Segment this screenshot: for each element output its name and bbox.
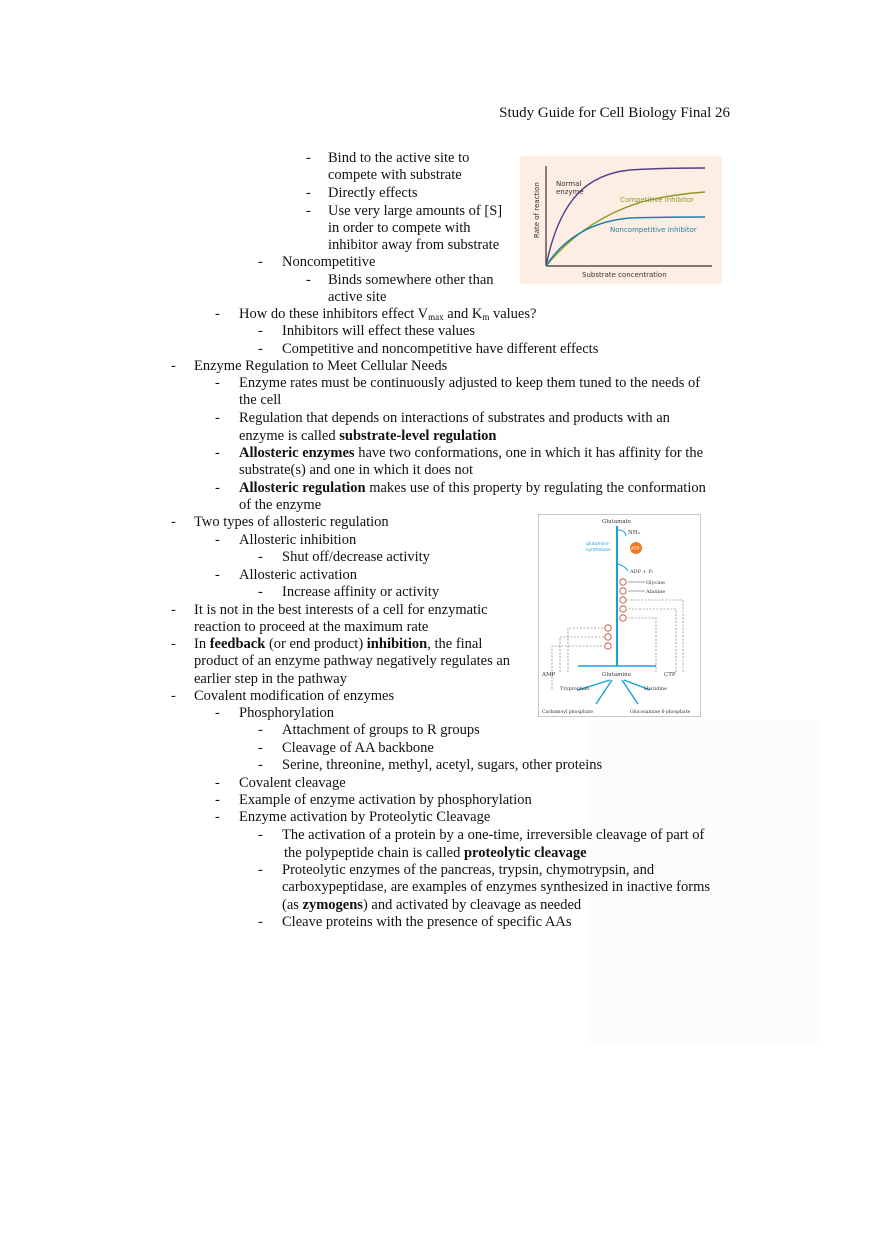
text-line: carboxypeptidase, are examples of enzymes synthesized in inactive forms bbox=[282, 879, 710, 895]
tryptophan-label: Tryptophan bbox=[560, 686, 590, 692]
bullet: - bbox=[215, 792, 220, 808]
bullet: - bbox=[215, 567, 220, 583]
enzyme-label: synthetase bbox=[586, 548, 611, 553]
glutamine-label: Glutamine bbox=[602, 672, 631, 678]
bullet: - bbox=[171, 688, 176, 704]
bullet: - bbox=[258, 757, 263, 773]
bullet: - bbox=[215, 775, 220, 791]
competitive-label: Competitive inhibitor bbox=[620, 196, 694, 204]
bullet: - bbox=[215, 532, 220, 548]
adp-label: ADP + Pᵢ bbox=[630, 569, 653, 575]
text-line: Bind to the active site to bbox=[328, 150, 470, 166]
text-line: Cleave proteins with the presence of specific AAs bbox=[282, 914, 572, 930]
bullet: - bbox=[215, 809, 220, 825]
text-line: Enzyme activation by Proteolytic Cleavage bbox=[239, 809, 491, 825]
nh3-label: NH₃ bbox=[628, 530, 640, 536]
text-line: active site bbox=[328, 289, 387, 305]
x-axis-label: Substrate concentration bbox=[582, 271, 667, 279]
bullet: - bbox=[171, 636, 176, 652]
text-line: enzyme is called substrate-level regulation bbox=[239, 428, 497, 444]
text-line: Regulation that depends on interactions of substrates and products with an bbox=[239, 410, 670, 426]
text-line: Increase affinity or activity bbox=[282, 584, 440, 600]
text-line: Attachment of groups to R groups bbox=[282, 722, 480, 738]
noncompetitive-label: Noncompetitive inhibitor bbox=[610, 226, 697, 234]
bullet: - bbox=[215, 705, 220, 721]
bullet: - bbox=[258, 341, 263, 357]
text-line: of the enzyme bbox=[239, 497, 322, 513]
bullet: - bbox=[258, 722, 263, 738]
bullet: - bbox=[215, 445, 220, 461]
text-line: inhibitor away from substrate bbox=[328, 237, 500, 253]
text-line: Noncompetitive bbox=[282, 254, 376, 270]
text-line: Serine, threonine, methyl, acetyl, sugars, other proteins bbox=[282, 757, 603, 773]
bullet: - bbox=[215, 375, 220, 391]
normal-label: Normal bbox=[556, 180, 582, 188]
text-line: Allosteric regulation makes use of this property by regulating the conformation bbox=[239, 480, 706, 496]
text-line: compete with substrate bbox=[328, 167, 462, 183]
text-line: Allosteric activation bbox=[239, 567, 357, 583]
bullet: - bbox=[258, 914, 263, 930]
text-line: Phosphorylation bbox=[239, 705, 335, 721]
text-line: earlier step in the pathway bbox=[194, 671, 347, 687]
text-line: Binds somewhere other than bbox=[328, 272, 494, 288]
graph-background bbox=[520, 156, 722, 284]
text-line: substrate(s) and one in which it does not bbox=[239, 462, 473, 478]
text-line: The activation of a protein by a one-time, irreversible cleavage of part of bbox=[282, 827, 705, 843]
text-line: Cleavage of AA backbone bbox=[282, 740, 434, 756]
text-line: Use very large amounts of [S] bbox=[328, 203, 503, 219]
text-line: the polypeptide chain is called proteolytic cleavage bbox=[284, 845, 587, 861]
text-line: Covalent modification of enzymes bbox=[194, 688, 395, 704]
text-line: the cell bbox=[239, 392, 282, 408]
text-line: How do these inhibitors effect $V_{max}$ and $K_m$ values? bbox=[239, 306, 537, 322]
bullet: - bbox=[258, 584, 263, 600]
y-axis-label: Rate of reaction bbox=[533, 182, 541, 238]
page-header: Study Guide for Cell Biology Final 26 bbox=[499, 105, 730, 121]
bullet: - bbox=[215, 480, 220, 496]
text-line: Directly effects bbox=[328, 185, 418, 201]
bullet: - bbox=[258, 827, 263, 843]
bullet: - bbox=[258, 740, 263, 756]
text-line: product of an enzyme pathway negatively regulates an bbox=[194, 653, 511, 669]
amp-label: AMP bbox=[542, 672, 556, 678]
carbamoyl-label: Carbamoyl phosphate bbox=[542, 710, 594, 715]
glutamate-label: Glutamate bbox=[602, 519, 632, 525]
text-line: Enzyme Regulation to Meet Cellular Needs bbox=[194, 358, 448, 374]
text-line: Inhibitors will effect these values bbox=[282, 323, 476, 339]
bullet: - bbox=[258, 323, 263, 339]
bullet: - bbox=[306, 272, 311, 288]
histidine-label: Histidine bbox=[644, 686, 668, 692]
bullet: - bbox=[258, 862, 263, 878]
bullet: - bbox=[306, 203, 311, 219]
bullet: - bbox=[215, 410, 220, 426]
text-line: Enzyme rates must be continuously adjusted to keep them tuned to the needs of bbox=[239, 375, 701, 391]
text-line: Competitive and noncompetitive have different effects bbox=[282, 341, 599, 357]
text-line: Example of enzyme activation by phosphorylation bbox=[239, 792, 532, 808]
bullet: - bbox=[258, 549, 263, 565]
text-line: In feedback (or end product) inhibition, the final bbox=[194, 636, 483, 652]
bullet: - bbox=[171, 602, 176, 618]
bullet: - bbox=[215, 306, 220, 322]
text-line: Allosteric inhibition bbox=[239, 532, 357, 548]
alanine-label: Alanine bbox=[646, 589, 666, 595]
bullet: - bbox=[306, 150, 311, 166]
bullet: - bbox=[258, 254, 263, 270]
glycine-label: Glycine bbox=[646, 580, 665, 586]
text-line: Allosteric enzymes have two conformations, one in which it has affinity for the bbox=[239, 445, 704, 461]
ctp-label: CTP bbox=[664, 672, 676, 678]
text-line: reaction to proceed at the maximum rate bbox=[194, 619, 429, 635]
text-line: It is not in the best interests of a cell for enzymatic bbox=[194, 602, 488, 618]
inhibition-graph bbox=[520, 156, 722, 284]
text-line: Covalent cleavage bbox=[239, 775, 346, 791]
bullet: - bbox=[306, 185, 311, 201]
normal-label: enzyme bbox=[556, 188, 584, 196]
text-line: Shut off/decrease activity bbox=[282, 549, 430, 565]
text-line: in order to compete with bbox=[328, 220, 471, 236]
text-line: Two types of allosteric regulation bbox=[194, 514, 389, 530]
feedback-pathway-diagram bbox=[538, 514, 701, 717]
bullet: - bbox=[171, 514, 176, 530]
bullet: - bbox=[171, 358, 176, 374]
enzyme-label: glutamine bbox=[586, 542, 609, 547]
text-line: (as zymogens) and activated by cleavage as needed bbox=[282, 897, 582, 913]
atp-label: ATP bbox=[631, 547, 640, 552]
glucosamine-label: Glucosamine 6-phosphate bbox=[630, 710, 691, 715]
text-line: Proteolytic enzymes of the pancreas, trypsin, chymotrypsin, and bbox=[282, 862, 655, 878]
